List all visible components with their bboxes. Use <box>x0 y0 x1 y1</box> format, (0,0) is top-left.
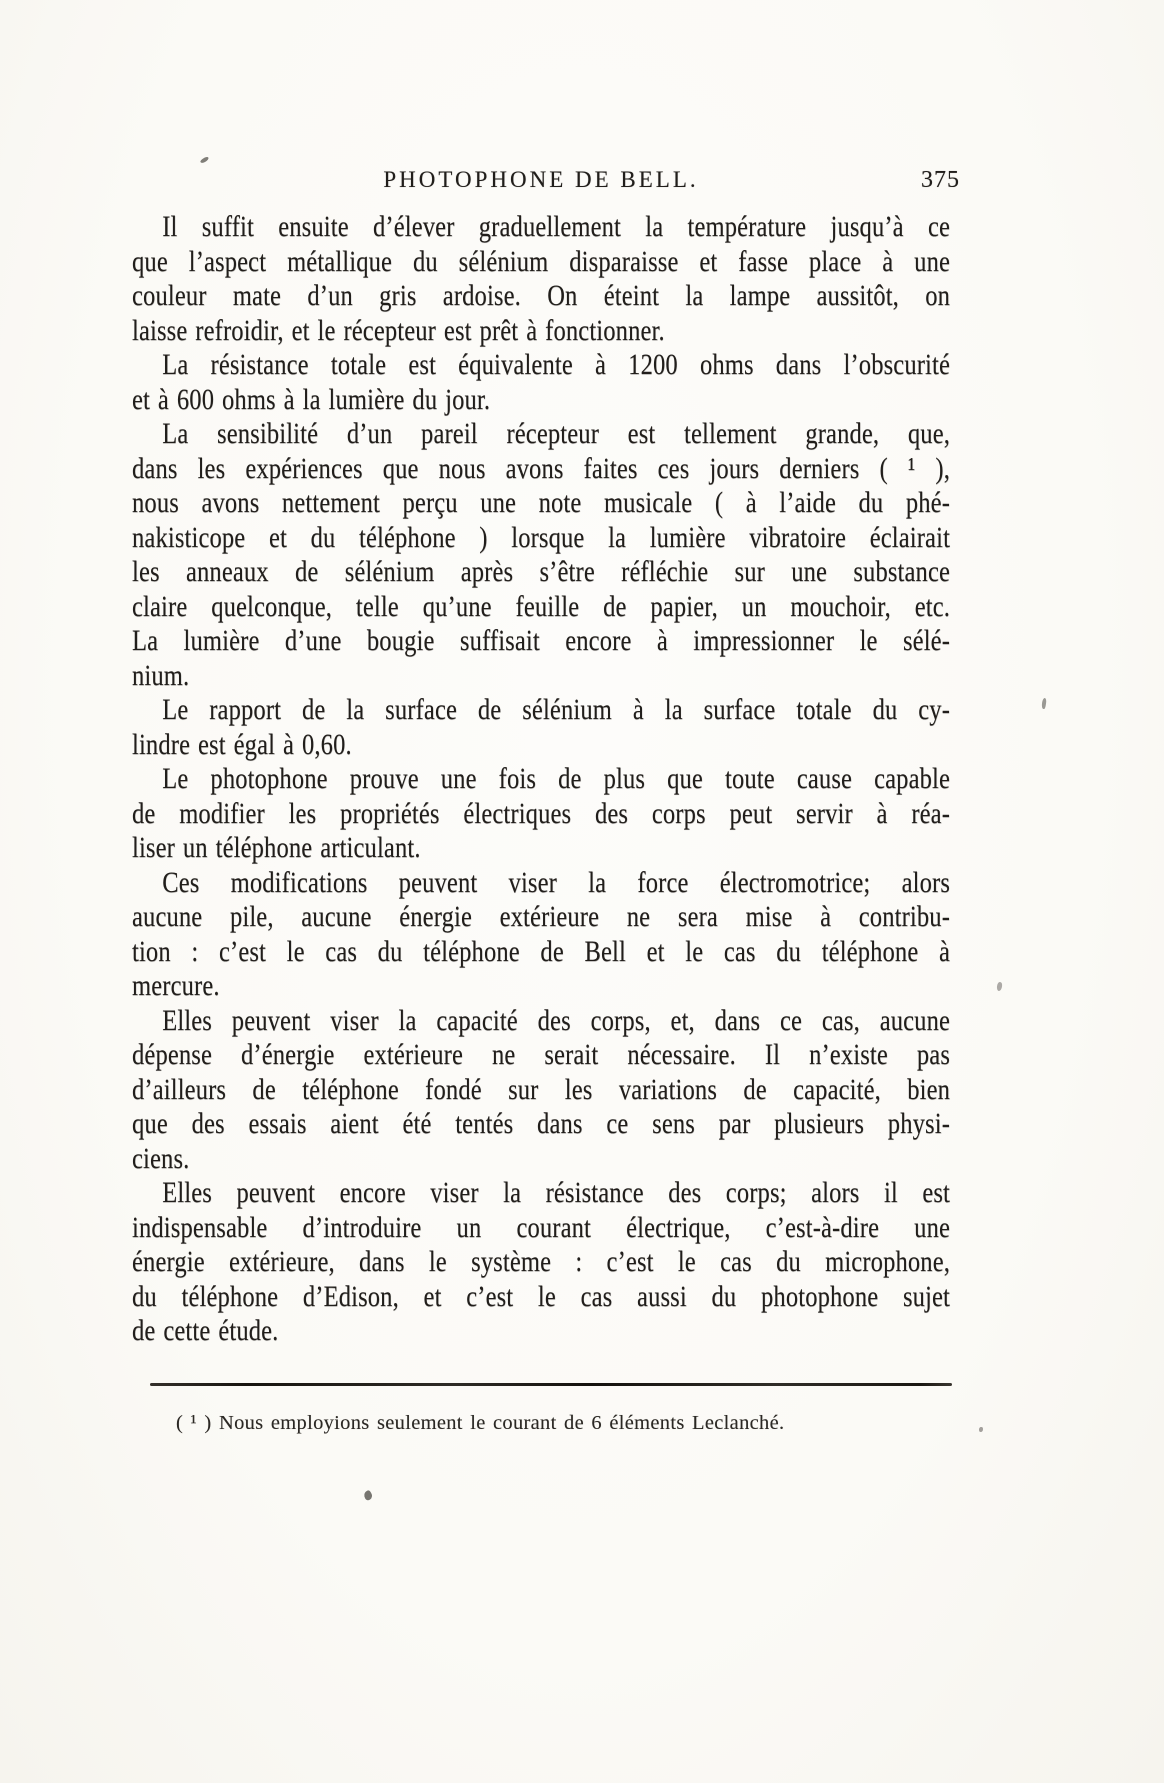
text-line: de modifier les propriétés électriques des corps peut servir à réa- <box>132 796 951 830</box>
text-line: de cette étude. <box>132 1314 279 1347</box>
footnote: ( ¹ ) Nous employions seulement le courant de 6 éléments Leclanché. <box>176 1412 785 1434</box>
text-line: lindre est égal à 0,60. <box>132 727 352 761</box>
text-line: et à 600 ohms à la lumière du jour. <box>132 382 491 416</box>
text-line: Le photophone prouve une fois de plus que toute cause capable <box>162 762 951 795</box>
text-line: mercure. <box>132 969 220 1002</box>
text-line: dépense d’énergie extérieure ne serait nécessaire. Il n’existe pas <box>132 1038 951 1071</box>
text-line: La sensibilité d’un pareil récepteur est tellement grande, que, <box>162 417 951 450</box>
text-line: tion : c’est le cas du téléphone de Bell et le cas du téléphone à <box>132 934 951 968</box>
text-line: La lumière d’une bougie suffisait encore à impressionner le sélé- <box>132 624 951 657</box>
text-line: énergie extérieure, dans le système : c’est le cas du microphone, <box>132 1245 951 1278</box>
text-line: du téléphone d’Edison, et c’est le cas aussi du photophone sujet <box>132 1279 951 1313</box>
text-line: les anneaux de sélénium après s’être réfléchie sur une substance <box>132 555 951 588</box>
text-line: Il suffit ensuite d’élever graduellement la température jusqu’à ce <box>162 210 951 243</box>
text-line: Elles peuvent viser la capacité des corps, et, dans ce cas, aucune <box>162 1003 951 1037</box>
text-line: nium. <box>132 658 190 692</box>
text-line: ciens. <box>132 1141 190 1175</box>
text-line: aucune pile, aucune énergie extérieure ne sera mise à contribu- <box>132 900 951 933</box>
text-line: indispensable d’introduire un courant électrique, c’est-à-dire une <box>132 1210 951 1244</box>
footnote-separator-rule <box>150 1383 952 1386</box>
text-line: Elles peuvent encore viser la résistance des corps; alors il est <box>162 1176 951 1209</box>
text-line: nous avons nettement perçu une note musicale ( à l’aide du phé- <box>132 486 951 519</box>
text-line: Ces modifications peuvent viser la force électromotrice; alors <box>162 865 951 899</box>
text-line: Le rapport de la surface de sélénium à la surface totale du cy- <box>162 693 951 726</box>
page-body-text <box>132 210 950 1349</box>
text-line: que l’aspect métallique du sélénium disparaisse et fasse place à une <box>132 244 951 278</box>
text-line: claire quelconque, telle qu’une feuille de papier, un mouchoir, etc. <box>132 589 951 623</box>
page-body-text-inner <box>132 210 950 1349</box>
text-line: La résistance totale est équivalente à 1200 ohms dans l’obscurité <box>162 348 951 381</box>
text-line: d’ailleurs de téléphone fondé sur les variations de capacité, bien <box>132 1072 951 1106</box>
text-line: couleur mate d’un gris ardoise. On éteint la lampe aussitôt, on <box>132 279 951 312</box>
running-head-title: PHOTOPHONE DE BELL. <box>383 167 699 192</box>
page-number: 375 <box>921 167 960 193</box>
text-line: que des essais aient été tentés dans ce sens par plusieurs physi- <box>132 1107 951 1140</box>
text-line: dans les expériences que nous avons faites ces jours derniers ( ¹ ), <box>132 451 951 485</box>
text-line: laisse refroidir, et le récepteur est prêt à fonctionner. <box>132 313 665 347</box>
text-line: nakisticope et du téléphone ) lorsque la lumière vibratoire éclairait <box>132 520 951 554</box>
text-line: liser un téléphone articulant. <box>132 831 421 864</box>
